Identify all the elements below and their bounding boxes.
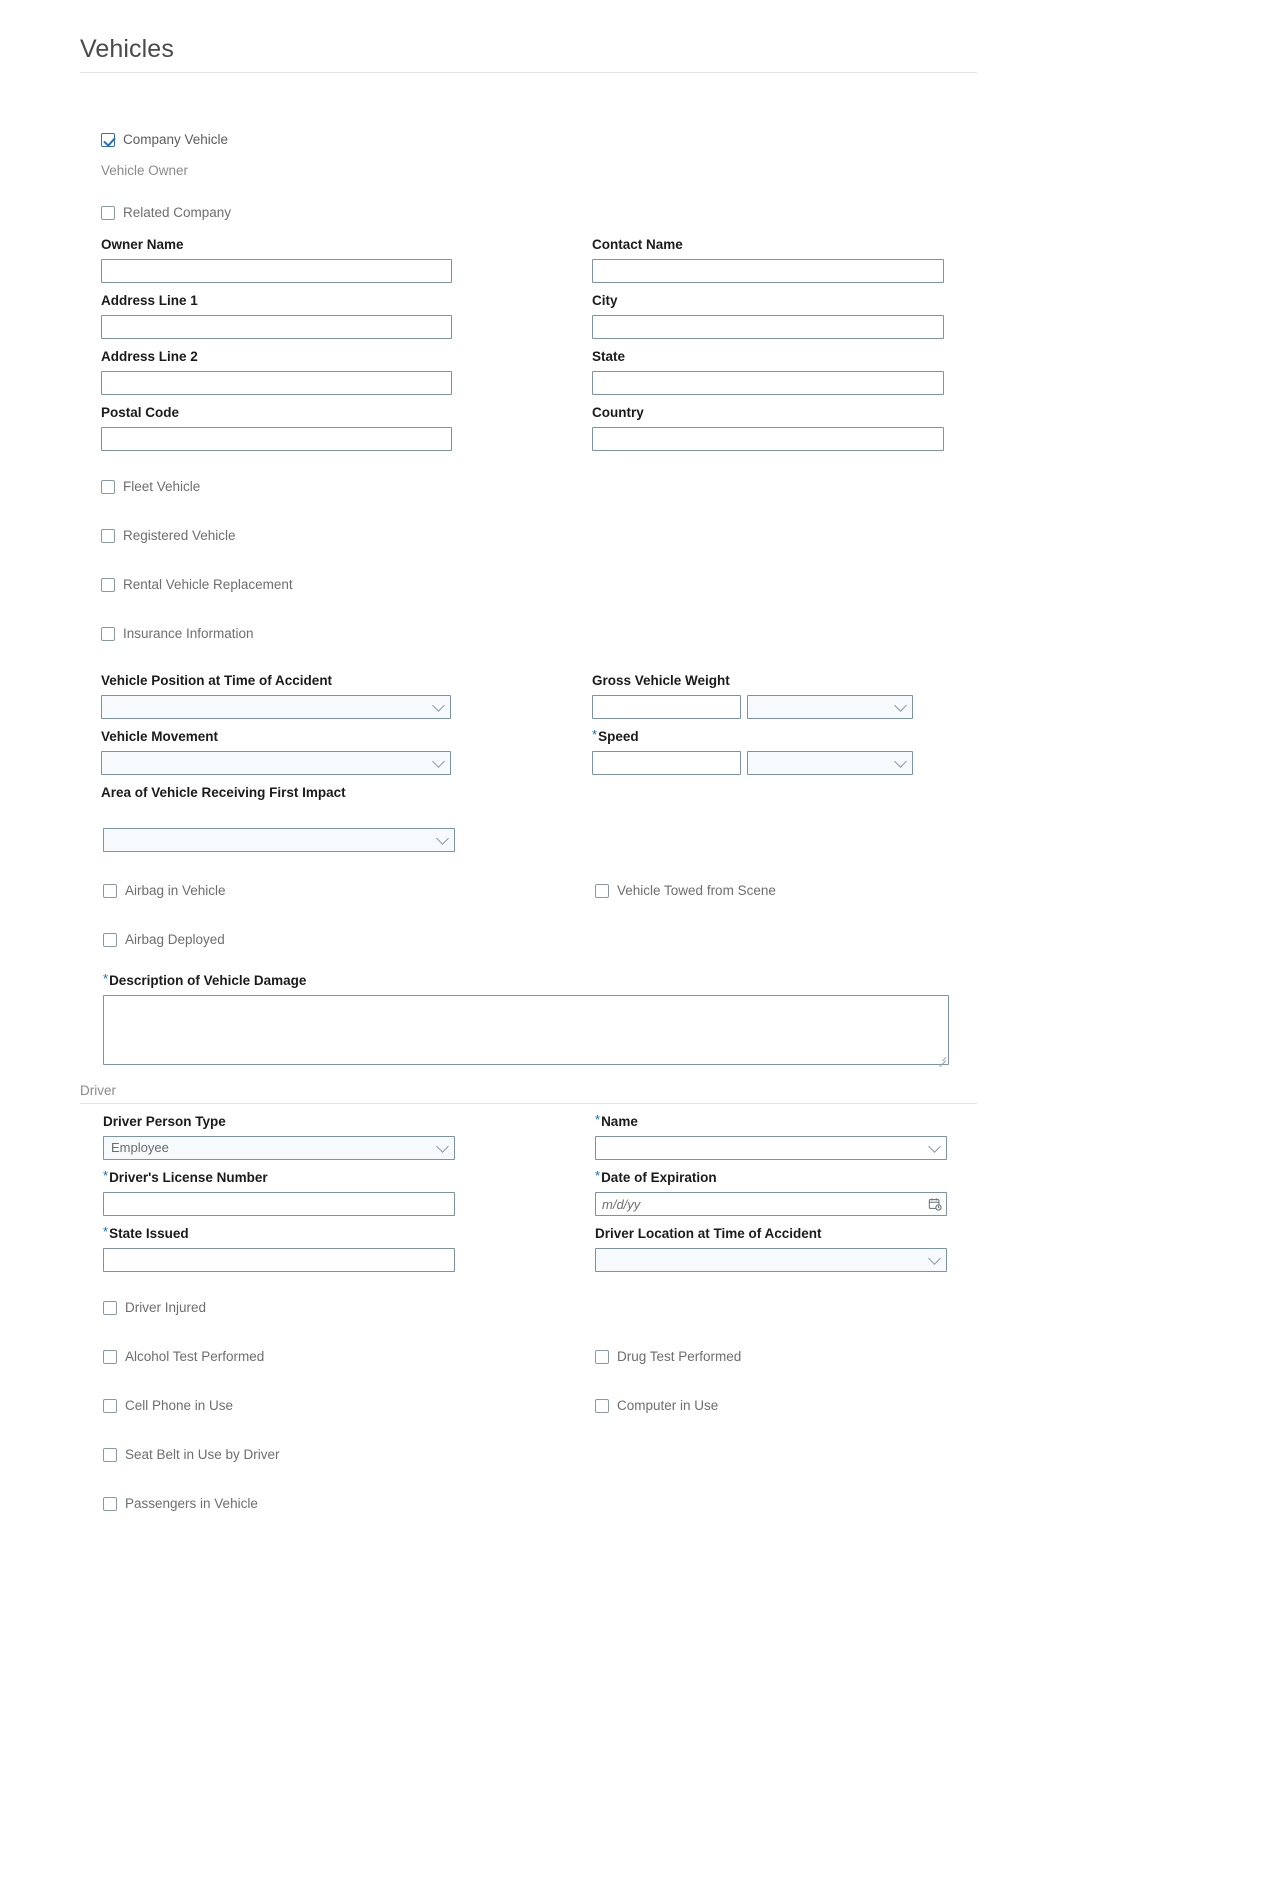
chevron-down-icon	[436, 832, 449, 845]
checkbox-computer-in-use[interactable]	[595, 1398, 718, 1414]
label-address-line-1: Address Line 1	[101, 293, 198, 308]
field-driver-location	[595, 1225, 947, 1272]
label-gross-vehicle-weight: Gross Vehicle Weight	[592, 673, 730, 688]
checkbox-label-seat-belt-in-use: Seat Belt in Use by Driver	[125, 1447, 280, 1462]
chevron-down-icon	[894, 699, 907, 712]
checkbox-label-vehicle-towed: Vehicle Towed from Scene	[617, 883, 776, 898]
checkbox-airbag-deployed[interactable]	[103, 932, 225, 948]
checkbox-airbag-in-vehicle[interactable]	[103, 883, 226, 899]
label-owner-name: Owner Name	[101, 237, 184, 252]
input-address-line-1[interactable]	[101, 315, 452, 339]
field-driver-person-type	[103, 1113, 455, 1160]
label-postal-code: Postal Code	[101, 405, 180, 420]
label-country: Country	[592, 405, 644, 420]
dropdown-vehicle-position[interactable]	[101, 695, 451, 719]
chevron-down-icon	[928, 1252, 941, 1265]
required-asterisk: *	[595, 1112, 601, 1127]
checkbox-label-drug-test: Drug Test Performed	[617, 1349, 742, 1364]
checkbox-label-insurance-information: Insurance Information	[123, 626, 254, 641]
label-contact-name: Contact Name	[592, 237, 683, 252]
dropdown-driver-name[interactable]	[595, 1136, 947, 1160]
input-license-number[interactable]	[103, 1192, 455, 1216]
checkbox-company-vehicle[interactable]	[101, 132, 228, 148]
checkbox-label-airbag-in-vehicle: Airbag in Vehicle	[125, 883, 226, 898]
label-driver-location: Driver Location at Time of Accident	[595, 1226, 822, 1241]
checkbox-box-cell-phone-in-use[interactable]	[103, 1399, 117, 1413]
checkbox-label-fleet-vehicle: Fleet Vehicle	[123, 479, 201, 494]
label-city: City	[592, 293, 618, 308]
field-driver-name	[595, 1113, 947, 1160]
checkbox-box-registered-vehicle[interactable]	[101, 529, 115, 543]
field-city	[592, 292, 944, 339]
header-divider	[80, 72, 977, 73]
label-address-line-2: Address Line 2	[101, 349, 198, 364]
checkbox-label-computer-in-use: Computer in Use	[617, 1398, 719, 1413]
required-asterisk: *	[595, 1168, 601, 1183]
input-contact-name[interactable]	[592, 259, 944, 283]
input-speed-amount[interactable]	[592, 751, 741, 775]
input-owner-name[interactable]	[101, 259, 452, 283]
checkbox-label-cell-phone-in-use: Cell Phone in Use	[125, 1398, 234, 1413]
checkbox-label-related-company: Related Company	[123, 205, 232, 220]
checkbox-registered-vehicle[interactable]	[101, 528, 236, 544]
label-text-date-of-expiration: Date of Expiration	[601, 1170, 717, 1185]
required-asterisk: *	[103, 971, 109, 986]
input-gross-vehicle-weight-amount[interactable]	[592, 695, 741, 719]
checkbox-label-passengers-in-vehicle: Passengers in Vehicle	[125, 1496, 258, 1511]
label-license-number	[103, 1169, 455, 1186]
input-state[interactable]	[592, 371, 944, 395]
dropdown-vehicle-movement[interactable]	[101, 751, 451, 775]
input-state-issued[interactable]	[103, 1248, 455, 1272]
chevron-down-icon	[436, 1140, 449, 1153]
checkbox-passengers-in-vehicle[interactable]	[103, 1496, 258, 1512]
label-text-damage-description: Description of Vehicle Damage	[109, 973, 307, 988]
checkbox-rental-vehicle-replacement[interactable]	[101, 577, 293, 593]
checkbox-cell-phone-in-use[interactable]	[103, 1398, 233, 1414]
label-driver-person-type: Driver Person Type	[103, 1114, 226, 1129]
group-label-vehicle-owner: Vehicle Owner	[101, 163, 189, 178]
label-vehicle-position: Vehicle Position at Time of Accident	[101, 673, 333, 688]
input-city[interactable]	[592, 315, 944, 339]
resize-handle-icon[interactable]	[937, 1053, 946, 1062]
input-date-of-expiration[interactable]	[595, 1192, 947, 1216]
checkbox-box-insurance-information[interactable]	[101, 627, 115, 641]
field-vehicle-position	[101, 672, 451, 719]
calendar-icon[interactable]	[928, 1197, 942, 1211]
field-country	[592, 404, 944, 451]
label-state: State	[592, 349, 626, 364]
field-address-line-2	[101, 348, 452, 395]
checkbox-box-airbag-deployed[interactable]	[103, 933, 117, 947]
checkbox-box-vehicle-towed[interactable]	[595, 884, 609, 898]
checkbox-box-computer-in-use[interactable]	[595, 1399, 609, 1413]
checkbox-box-drug-test[interactable]	[595, 1350, 609, 1364]
checkbox-box-company-vehicle[interactable]	[101, 133, 115, 147]
checkbox-box-seat-belt-in-use[interactable]	[103, 1448, 117, 1462]
label-speed	[592, 728, 913, 745]
label-first-impact-area: Area of Vehicle Receiving First Impact	[101, 785, 346, 800]
field-address-line-1	[101, 292, 452, 339]
group-divider-driver	[80, 1103, 977, 1104]
checkbox-alcohol-test[interactable]	[103, 1349, 264, 1365]
input-address-line-2[interactable]	[101, 371, 452, 395]
dropdown-driver-person-type[interactable]	[103, 1136, 455, 1160]
field-license-number	[103, 1169, 455, 1216]
field-contact-name	[592, 236, 944, 283]
label-vehicle-movement: Vehicle Movement	[101, 729, 219, 744]
chevron-down-icon	[894, 755, 907, 768]
input-country[interactable]	[592, 427, 944, 451]
dropdown-driver-location[interactable]	[595, 1248, 947, 1272]
chevron-down-icon	[928, 1140, 941, 1153]
label-text-state-issued: State Issued	[109, 1226, 189, 1241]
label-text-speed: Speed	[598, 729, 639, 744]
textarea-damage-description[interactable]	[103, 995, 949, 1065]
checkbox-vehicle-towed[interactable]	[595, 883, 776, 899]
checkbox-box-driver-injured[interactable]	[103, 1301, 117, 1315]
checkbox-label-registered-vehicle: Registered Vehicle	[123, 528, 236, 543]
page-title: Vehicles	[80, 35, 174, 63]
required-asterisk: *	[103, 1168, 109, 1183]
field-state	[592, 348, 944, 395]
checkbox-box-fleet-vehicle[interactable]	[101, 480, 115, 494]
field-first-impact-area	[101, 784, 346, 801]
group-header-driver: Driver	[80, 1083, 116, 1098]
checkbox-seat-belt-in-use[interactable]	[103, 1447, 280, 1463]
page-header	[80, 34, 980, 64]
input-postal-code[interactable]	[101, 427, 452, 451]
required-asterisk: *	[592, 727, 598, 742]
field-vehicle-movement	[101, 728, 451, 775]
label-driver-name	[595, 1113, 947, 1130]
chevron-down-icon	[432, 755, 445, 768]
label-text-driver-name: Name	[601, 1114, 638, 1129]
field-postal-code	[101, 404, 452, 451]
checkbox-label-company-vehicle: Company Vehicle	[123, 132, 229, 147]
checkbox-label-driver-injured: Driver Injured	[125, 1300, 207, 1315]
checkbox-box-passengers-in-vehicle[interactable]	[103, 1497, 117, 1511]
checkbox-box-airbag-in-vehicle[interactable]	[103, 884, 117, 898]
chevron-down-icon	[432, 699, 445, 712]
dropdown-speed-unit[interactable]	[747, 751, 913, 775]
checkbox-box-rental-vehicle-replacement[interactable]	[101, 578, 115, 592]
label-damage-description	[103, 972, 949, 989]
dropdown-first-impact-area[interactable]	[103, 828, 455, 852]
field-owner-name	[101, 236, 452, 283]
required-asterisk: *	[103, 1224, 109, 1239]
label-date-of-expiration	[595, 1169, 947, 1186]
field-date-of-expiration	[595, 1169, 947, 1216]
checkbox-box-alcohol-test[interactable]	[103, 1350, 117, 1364]
checkbox-label-alcohol-test: Alcohol Test Performed	[125, 1349, 265, 1364]
field-damage-description	[103, 972, 949, 1065]
checkbox-driver-injured[interactable]	[103, 1300, 206, 1316]
label-state-issued	[103, 1225, 455, 1242]
checkbox-drug-test[interactable]	[595, 1349, 741, 1365]
field-state-issued	[103, 1225, 455, 1272]
checkbox-fleet-vehicle[interactable]	[101, 479, 200, 495]
checkbox-box-related-company[interactable]	[101, 206, 115, 220]
checkbox-label-rental-vehicle-replacement: Rental Vehicle Replacement	[123, 577, 293, 592]
checkbox-related-company[interactable]	[101, 205, 231, 221]
checkbox-insurance-information[interactable]	[101, 626, 254, 642]
dropdown-gross-vehicle-weight-unit[interactable]	[747, 695, 913, 719]
field-gross-vehicle-weight	[592, 672, 913, 719]
dropdown-value-driver-person-type: Employee	[111, 1140, 169, 1155]
label-text-license-number: Driver's License Number	[109, 1170, 268, 1185]
checkbox-label-airbag-deployed: Airbag Deployed	[125, 932, 225, 947]
field-speed	[592, 728, 913, 775]
